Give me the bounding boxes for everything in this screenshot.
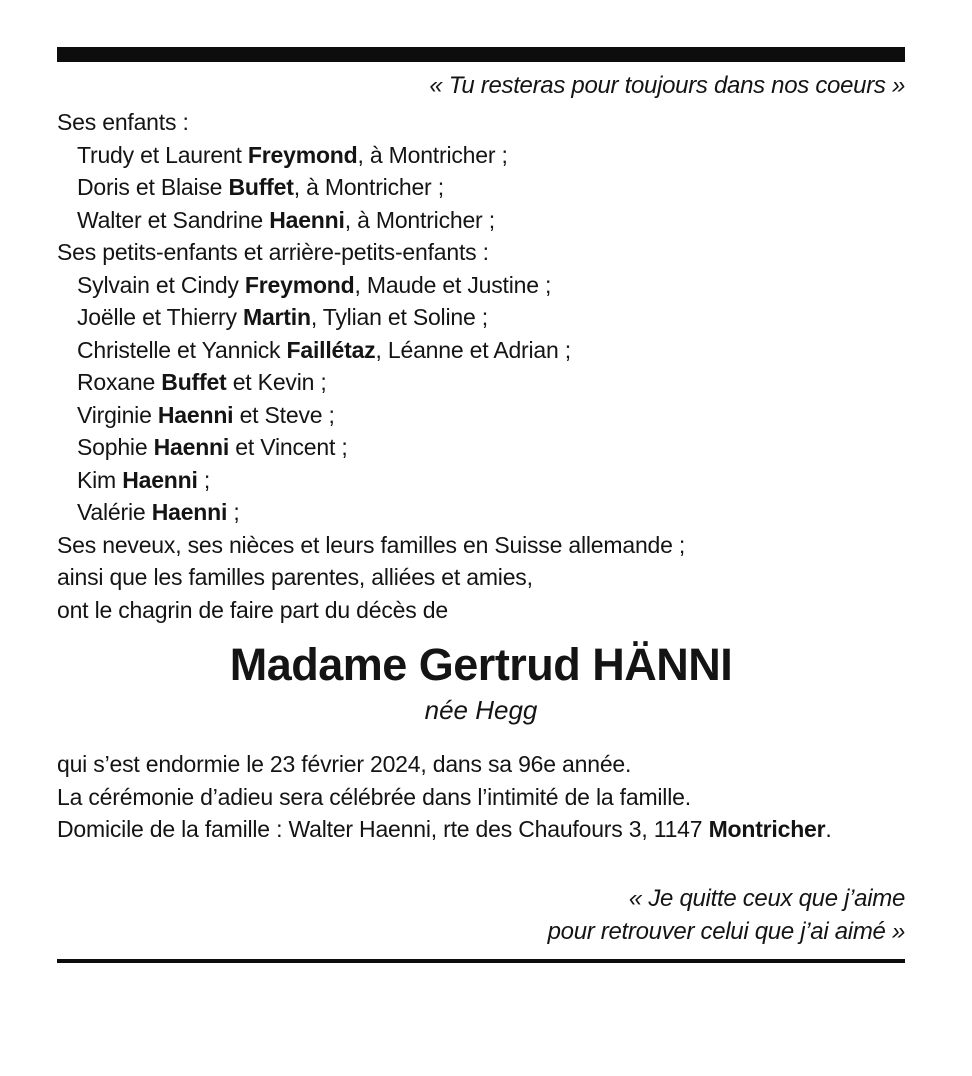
text-line	[57, 464, 905, 497]
text-segment: Trudy et Laurent	[77, 141, 248, 168]
notice-content	[57, 0, 905, 963]
top-divider-bar	[57, 47, 905, 62]
text-line	[57, 269, 905, 302]
text-line	[57, 748, 905, 781]
text-line	[57, 431, 905, 464]
text-segment: Joëlle et Thierry	[77, 304, 243, 330]
text-line	[57, 813, 905, 846]
maiden-name: née Hegg	[424, 695, 538, 725]
text-line	[57, 561, 905, 594]
surname-text: Montricher	[708, 816, 826, 842]
text-segment: Roxane	[77, 369, 162, 395]
surname-text: Haenni	[269, 206, 345, 233]
text-segment: , à Montricher ;	[357, 141, 508, 168]
surname-text: Buffet	[161, 369, 227, 395]
text-segment: et Kevin ;	[226, 369, 327, 395]
text-segment: ;	[197, 466, 211, 493]
text-segment: Ses petits-enfants et arrière-petits-enfants :	[57, 239, 489, 265]
text-segment: Kim	[77, 466, 123, 493]
closing-quote-line-2: pour retrouver celui que j’ai aimé »	[547, 917, 905, 945]
text-line	[57, 301, 905, 334]
surname-text: Faillétaz	[286, 336, 376, 363]
funeral-details	[57, 748, 905, 846]
text-segment: Sophie	[77, 434, 154, 460]
text-segment: La cérémonie d’adieu sera célébrée dans l’intimité de la famille.	[57, 783, 691, 810]
family-list	[57, 106, 905, 626]
text-segment: ainsi que les familles parentes, alliées et amies,	[57, 564, 533, 590]
text-segment: .	[825, 816, 832, 842]
surname-text: Martin	[243, 304, 311, 330]
text-line	[57, 399, 905, 432]
text-segment: qui s’est endormie le 23 février 2024, dans sa 96e année.	[57, 751, 632, 777]
text-segment: Doris et Blaise	[77, 174, 229, 200]
text-segment: , Tylian et Soline ;	[310, 304, 488, 330]
text-segment: , à Montricher ;	[344, 206, 495, 233]
surname-text: Haenni	[153, 434, 230, 460]
text-line	[57, 139, 905, 172]
deceased-name: Madame Gertrud HÄNNI	[229, 639, 733, 690]
text-segment: ont le chagrin de faire part du décès de	[57, 596, 448, 623]
text-line	[57, 529, 905, 562]
text-segment: Valérie	[77, 499, 152, 525]
text-line	[57, 366, 905, 399]
surname-text: Freymond	[244, 271, 355, 298]
surname-text: Freymond	[247, 141, 358, 168]
text-segment: Walter et Sandrine	[77, 206, 270, 233]
text-segment: Virginie	[77, 401, 158, 428]
bottom-divider-line	[57, 959, 905, 963]
opening-quote: « Tu resteras pour toujours dans nos coeurs »	[429, 72, 905, 99]
surname-text: Haenni	[151, 499, 228, 525]
closing-quote-line-1: « Je quitte ceux que j’aime	[628, 884, 905, 912]
text-segment: Ses neveux, ses nièces et leurs familles en Suisse allemande ;	[57, 531, 686, 558]
text-line	[57, 594, 905, 627]
text-line	[57, 106, 905, 139]
text-segment: ;	[227, 499, 240, 525]
surname-text: Haenni	[122, 466, 198, 493]
text-segment: et Steve ;	[233, 401, 335, 428]
text-segment: , Maude et Justine ;	[354, 271, 552, 298]
text-line	[57, 334, 905, 367]
text-segment: , Léanne et Adrian ;	[375, 336, 571, 363]
text-segment: Ses enfants :	[57, 109, 189, 135]
text-segment: , à Montricher ;	[293, 174, 444, 200]
text-segment: et Vincent ;	[229, 434, 348, 460]
text-segment: Christelle et Yannick	[77, 336, 287, 363]
text-segment: Domicile de la famille : Walter Haenni, rte des Chaufours 3, 1147	[57, 816, 709, 842]
text-segment: Sylvain et Cindy	[77, 271, 245, 298]
closing-quote	[57, 882, 905, 948]
text-line	[57, 204, 905, 237]
text-line	[57, 171, 905, 204]
text-line	[57, 236, 905, 269]
surname-text: Buffet	[228, 174, 294, 200]
text-line	[57, 496, 905, 529]
surname-text: Haenni	[157, 401, 234, 428]
text-line	[57, 781, 905, 814]
